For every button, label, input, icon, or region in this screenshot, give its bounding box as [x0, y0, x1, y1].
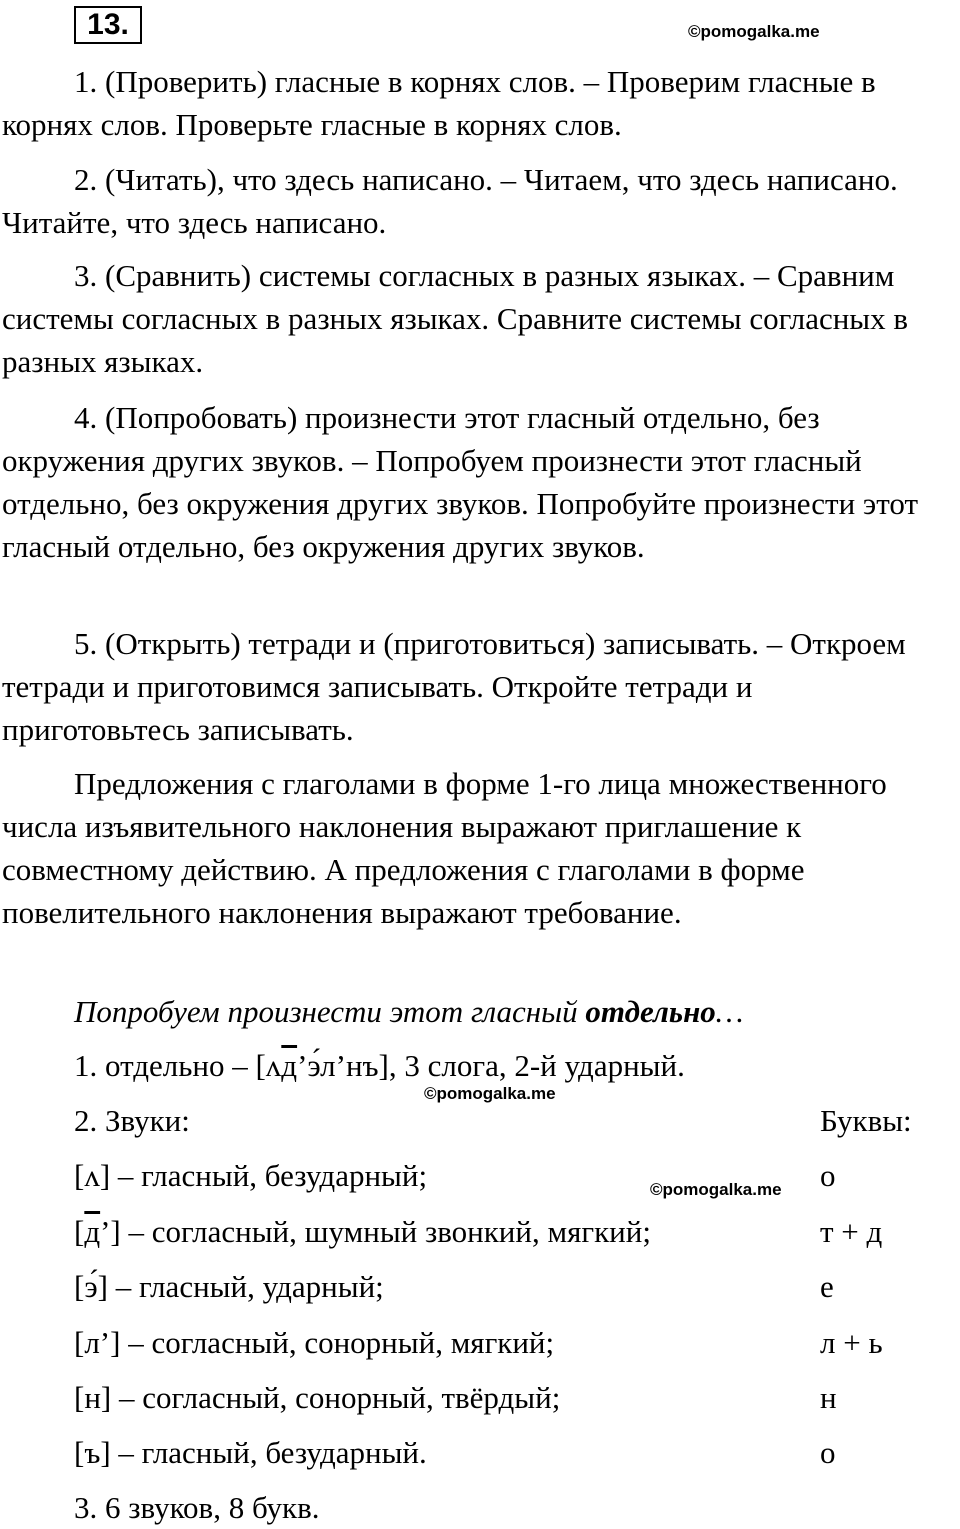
sound-row: [д’] – согласный, шумный звонкий, мягкий; [74, 1214, 651, 1249]
letter-cell: е [820, 1269, 834, 1304]
paragraph-3: 3. (Сравнить) системы согласных в разных языках. – Сравним системы согласных в разных языках. Сравните системы согласных в разных языках. [2, 258, 909, 379]
letters-label: Буквы: [820, 1103, 912, 1138]
paragraph-conclusion: Предложения с глаголами в форме 1-го лица множественного числа изъявительного наклонения выражают приглашение к совместному действию. А предложения с глаголами в форме повелительного наклонения выражают требование. [2, 766, 887, 930]
analysis-summary: 3. 6 звуков, 8 букв. [74, 1490, 320, 1525]
letter-cell: н [820, 1380, 837, 1415]
analysis-item-1: 1. отдельно – [ʌд’э́л’нъ], 3 слога, 2-й ударный. [74, 1048, 685, 1083]
paragraph-4: 4. (Попробовать) произнести этот гласный отдельно, без окружения других звуков. – Попробуем произнести этот гласный отдельно, без окружения других звуков. Попробуйте произнести этот гласный отдельно, без окружения других звуков. [2, 400, 919, 564]
watermark: ©pomogalka.me [688, 22, 820, 41]
analysis-heading: Попробуем произнести этот гласный отдельно… [74, 994, 744, 1029]
sound-row: [л’] – согласный, сонорный, мягкий; [74, 1325, 555, 1360]
sound-row: [э́] – гласный, ударный; [74, 1269, 384, 1304]
letter-cell: т + д [820, 1214, 883, 1249]
sound-row: [ъ] – гласный, безударный. [74, 1435, 427, 1470]
sounds-label: 2. Звуки: [74, 1103, 190, 1138]
paragraph-5: 5. (Открыть) тетради и (приготовиться) записывать. – Откроем тетради и приготовимся записывать. Откройте тетради и приготовьтесь записывать. [2, 626, 906, 747]
letter-cell: л + ь [820, 1325, 883, 1360]
sound-row: [ʌ] – гласный, безударный; [74, 1158, 428, 1193]
paragraph-2: 2. (Читать), что здесь написано. – Читаем, что здесь написано. Читайте, что здесь написано. [2, 162, 898, 240]
letter-cell: о [820, 1158, 836, 1193]
paragraph-1: 1. (Проверить) гласные в корнях слов. – Проверим гласные в корнях слов. Проверьте гласные в корнях слов. [2, 64, 876, 142]
sound-row: [н] – согласный, сонорный, твёрдый; [74, 1380, 561, 1415]
watermark: ©pomogalka.me [424, 1084, 556, 1103]
letter-cell: о [820, 1435, 836, 1470]
task-number: 13. [74, 6, 142, 44]
watermark: ©pomogalka.me [650, 1180, 782, 1199]
